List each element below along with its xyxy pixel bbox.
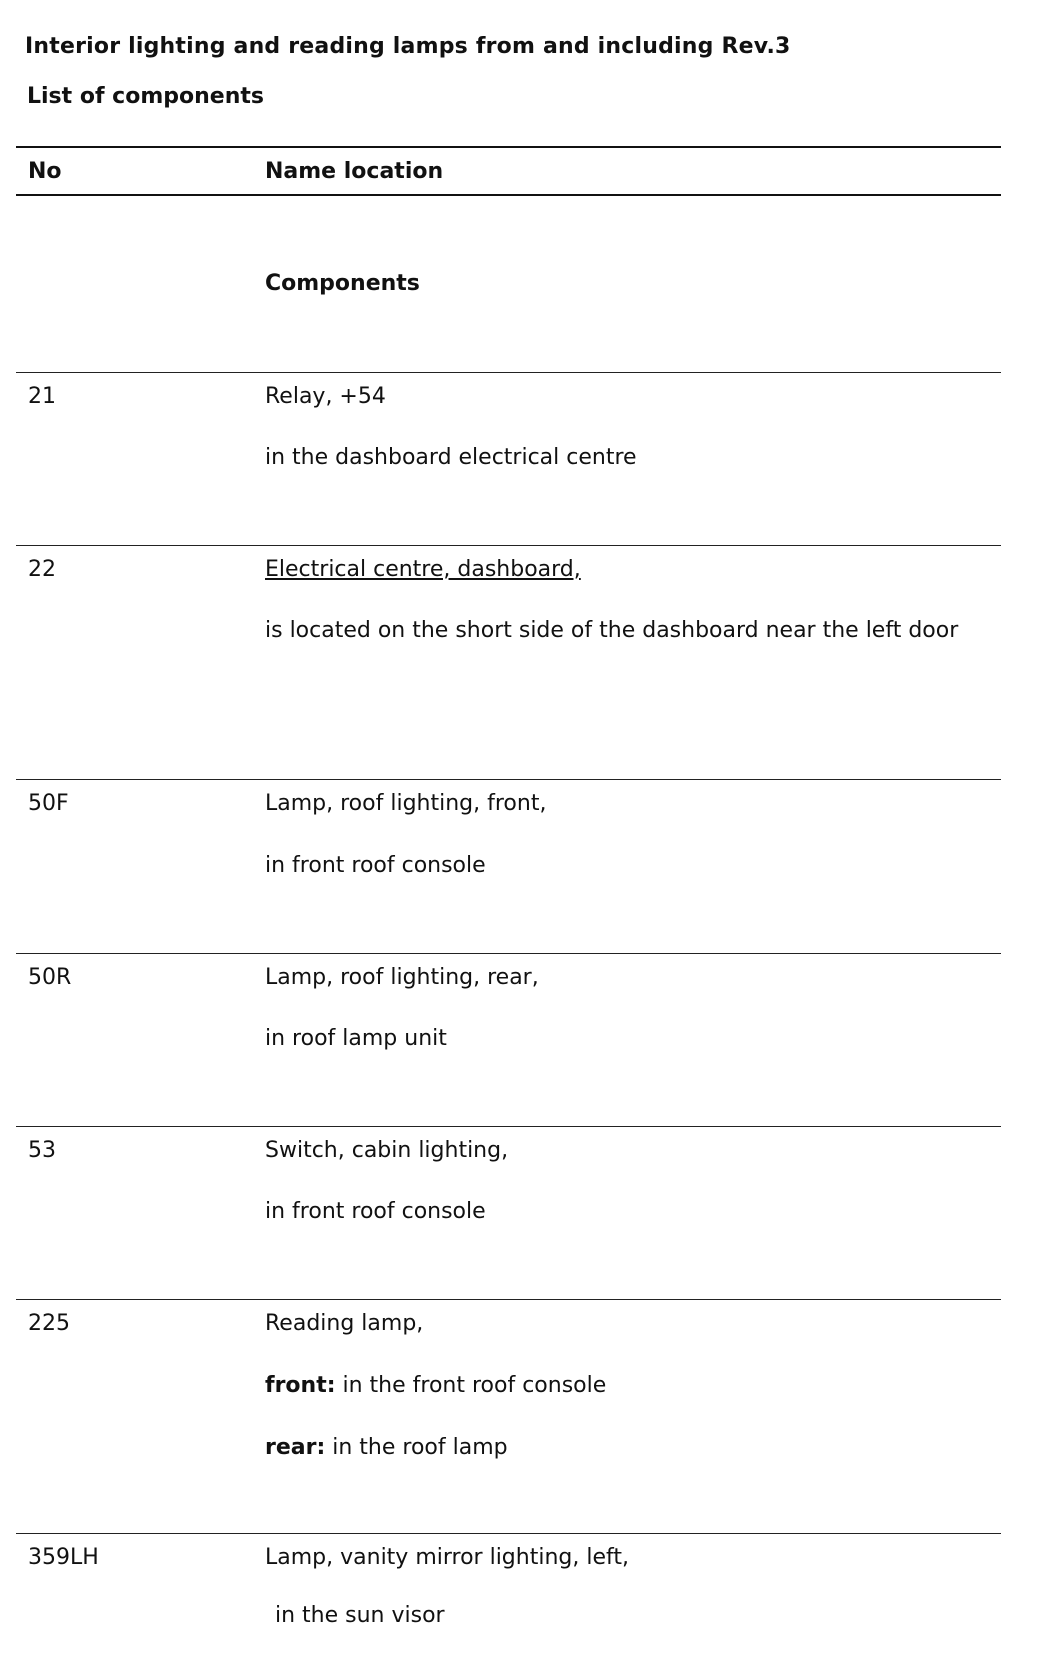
row-53-location: in front roof console [265,1199,486,1224]
row-divider [16,1299,1001,1300]
row-divider [16,1126,1001,1127]
rear-label: rear: [265,1435,326,1460]
row-21-name: Relay, +54 [265,384,386,409]
rear-text: in the roof lamp [325,1435,508,1460]
row-divider [16,779,1001,780]
row-50f-no: 50F [28,791,69,816]
row-50r-no: 50R [28,965,72,990]
row-53-no: 53 [28,1138,56,1163]
table-top-rule [16,146,1001,148]
front-label: front: [265,1373,336,1398]
row-22-no: 22 [28,557,56,582]
document-subtitle: List of components [27,84,264,109]
table-header-rule [16,194,1001,196]
row-359lh-name: Lamp, vanity mirror lighting, left, [265,1545,629,1570]
row-divider [16,1533,1001,1534]
row-50r-name: Lamp, roof lighting, rear, [265,965,539,990]
column-header-name-location: Name location [265,159,444,184]
document-title: Interior lighting and reading lamps from and including Rev.3 [25,34,791,59]
row-divider [16,545,1001,546]
row-22-name-link[interactable]: Electrical centre, dashboard, [265,557,581,582]
row-53-name: Switch, cabin lighting, [265,1138,509,1163]
row-50r-location: in roof lamp unit [265,1026,447,1051]
row-225-no: 225 [28,1311,70,1336]
row-359lh-location: in the sun visor [275,1603,445,1628]
row-50f-location: in front roof console [265,853,486,878]
row-divider [16,953,1001,954]
row-225-front-location [265,1371,995,1401]
row-divider [16,372,1001,373]
front-text: in the front roof console [335,1373,607,1398]
row-50f-name: Lamp, roof lighting, front, [265,791,547,816]
row-359lh-no: 359LH [28,1545,99,1570]
row-225-rear-location [265,1433,995,1463]
row-21-no: 21 [28,384,56,409]
row-22-location: is located on the short side of the dashboard near the left door [265,618,959,643]
section-label: Components [265,271,420,296]
row-21-location: in the dashboard electrical centre [265,445,637,470]
row-225-name: Reading lamp, [265,1311,424,1336]
column-header-no: No [28,159,62,184]
